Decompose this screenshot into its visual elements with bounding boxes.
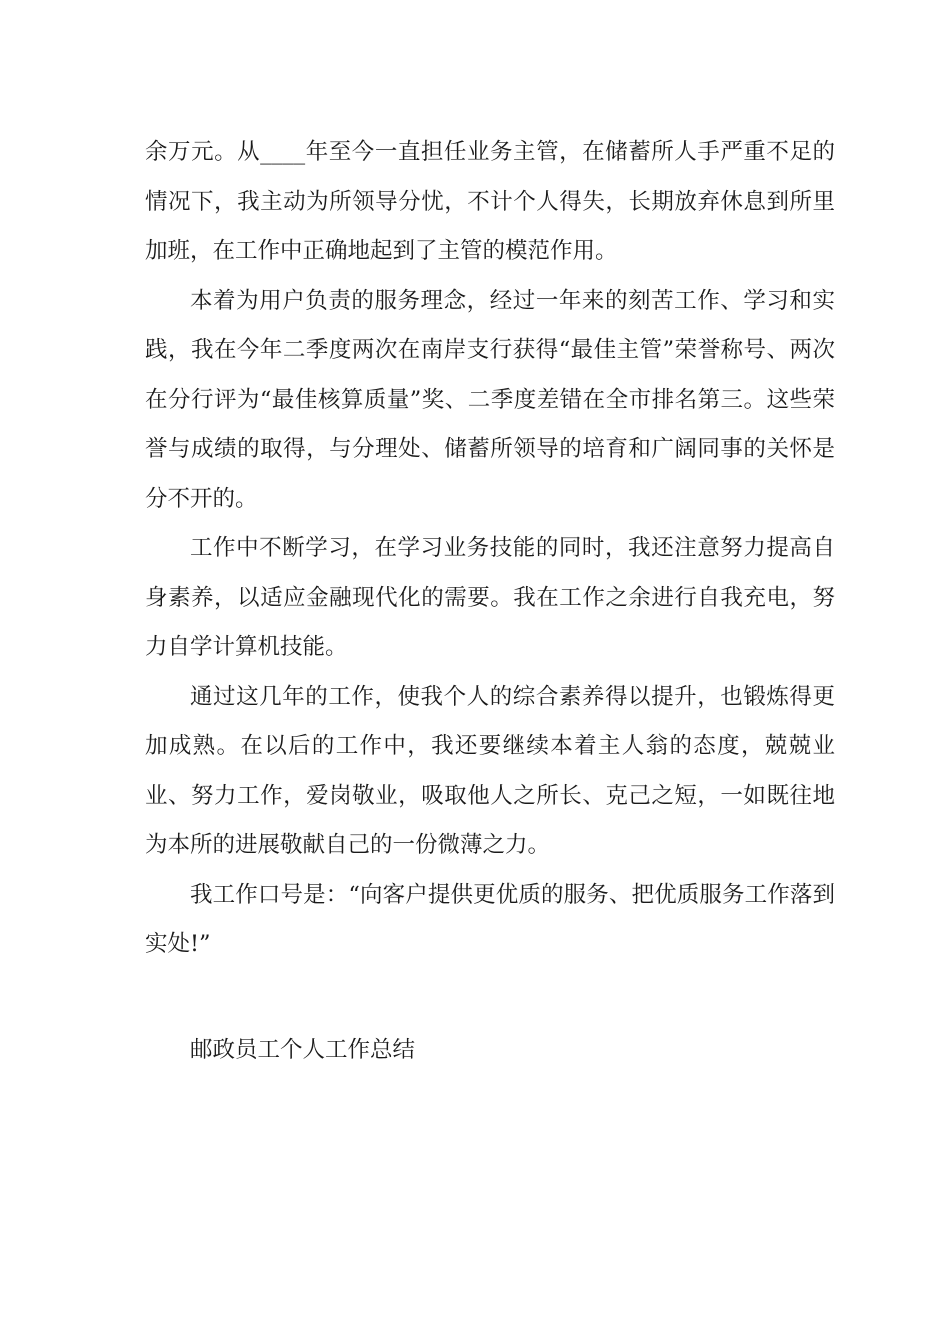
paragraph-3: 工作中不断学习，在学习业务技能的同时，我还注意努力提高自身素养，以适应金融现代化的需要。我在工作之余进行自我充电，努力自学计算机技能。 [145,535,835,660]
document-body [145,128,835,970]
paragraph-5: 我工作口号是：“向客户提供更优质的服务、把优质服务工作落到实处!” [145,881,835,957]
paragraph-1: 余万元。从____年至今一直担任业务主管，在储蓄所人手严重不足的情况下，我主动为所领导分忧，不计个人得失，长期放弃休息到所里加班，在工作中正确地起到了主管的模范作用。 [145,139,835,264]
closing-title: 邮政员工个人工作总结 [190,1037,416,1063]
paragraph-2: 本着为用户负责的服务理念，经过一年来的刻苦工作、学习和实践，我在今年二季度两次在南岸支行获得“最佳主管”荣誉称号、两次在分行评为“最佳核算质量”奖、二季度差错在全市排名第三。这些荣誉与成绩的取得，与分理处、储蓄所领导的培育和广阔同事的关怀是分不开的。 [145,287,835,512]
paragraph-4: 通过这几年的工作，使我个人的综合素养得以提升，也锻炼得更加成熟。在以后的工作中，我还要继续本着主人翁的态度，兢兢业业、努力工作，爱岗敬业，吸取他人之所长、克己之短，一如既往地为本所的进展敬献自己的一份微薄之力。 [145,683,835,858]
